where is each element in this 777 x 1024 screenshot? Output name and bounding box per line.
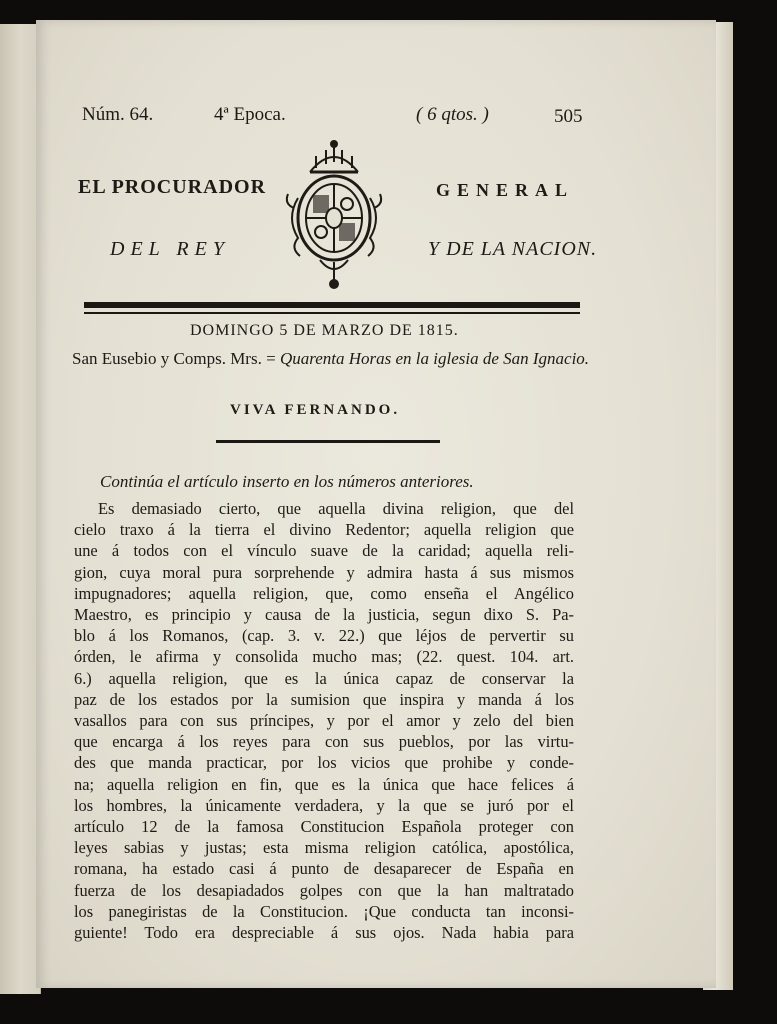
body-line: los hombres, la únicamente verdadera, y la que se juró por el bbox=[74, 795, 574, 815]
body-line: artículo 12 de la famosa Constitucion Española proteger con bbox=[74, 817, 574, 837]
body-line: gion, cuya moral pura sorprehende y admira hasta á sus mismos bbox=[74, 562, 574, 582]
body-line: Es demasiado cierto, que aquella divina religion, que del bbox=[98, 499, 574, 518]
issue-number: Núm. 64. bbox=[82, 104, 154, 125]
saints-plain-text: San Eusebio y Comps. Mrs. = bbox=[72, 349, 276, 368]
royal-coat-of-arms-icon bbox=[280, 138, 388, 290]
saints-of-the-day bbox=[72, 348, 592, 369]
body-line: órden, le afirma y consolida mucho mas; (22. quest. 104. art. bbox=[74, 647, 574, 667]
section-rule bbox=[216, 440, 440, 443]
body-line: une á todos con el vínculo suave de la caridad; aquella reli- bbox=[74, 541, 574, 561]
masthead-line2-left: DEL REY bbox=[110, 238, 230, 260]
masthead-rule-thin bbox=[84, 312, 580, 314]
body-line: paz de los estados por la sumision que inspira y manda á los bbox=[74, 689, 574, 709]
article-heading: Continúa el artículo inserto en los números anteriores. bbox=[100, 472, 474, 491]
body-line: 6.) aquella religion, que es la única capaz de conservar la bbox=[74, 668, 574, 688]
page-stack-left-edge bbox=[0, 24, 41, 994]
body-line: fuerza de los desapiadados golpes con que la han maltratado bbox=[74, 880, 574, 900]
body-line: guiente! Todo era despreciable á sus ojos. Nada habia para bbox=[74, 923, 574, 943]
issue-date: DOMINGO 5 DE MARZO DE 1815. bbox=[190, 322, 459, 339]
body-line: Maestro, es principio y causa de la justicia, segun dixo S. Pa- bbox=[74, 605, 574, 625]
body-line: los panegiristas de la Constitucion. ¡Que conducta tan inconsi- bbox=[74, 901, 574, 921]
masthead-rule-thick bbox=[84, 302, 580, 308]
body-line: cielo traxo á la tierra el divino Redentor; aquella religion que bbox=[74, 520, 574, 540]
masthead-line1-right: GENERAL bbox=[436, 180, 575, 200]
body-line: des que manda practicar, por los vicios que prohibe y conde- bbox=[74, 753, 574, 773]
body-line: romana, ha estado casi á punto de desaparecer de España en bbox=[74, 859, 574, 879]
page-number: 505 bbox=[554, 106, 583, 127]
newspaper-page bbox=[36, 20, 716, 988]
masthead-line2-right: Y DE LA NACION. bbox=[428, 238, 598, 260]
body-line: impugnadores; aquella religion, que, como enseña el Angélico bbox=[74, 583, 574, 603]
body-line: que encarga á los reyes para con sus pueblos, por las virtu- bbox=[74, 732, 574, 752]
body-line: leyes sabias y justas; esta misma religion católica, apostólica, bbox=[74, 838, 574, 858]
article-body bbox=[74, 498, 574, 943]
issue-epoch: 4ª Epoca. bbox=[214, 104, 286, 125]
masthead-line1-left: EL PROCURADOR bbox=[78, 176, 267, 198]
body-line: vasallos para con sus príncipes, y por el amor y zelo del bien bbox=[74, 711, 574, 731]
body-line: blo á los Romanos, (cap. 3. v. 22.) que léjos de pervertir su bbox=[74, 626, 574, 646]
issue-price: ( 6 qtos. ) bbox=[416, 104, 489, 125]
forty-hours-notice: Quarenta Horas en la iglesia de San Ignacio. bbox=[279, 349, 590, 368]
body-line: na; aquella religion en fin, que es la única que hace felices á bbox=[74, 774, 574, 794]
motto: VIVA FERNANDO. bbox=[230, 402, 401, 418]
